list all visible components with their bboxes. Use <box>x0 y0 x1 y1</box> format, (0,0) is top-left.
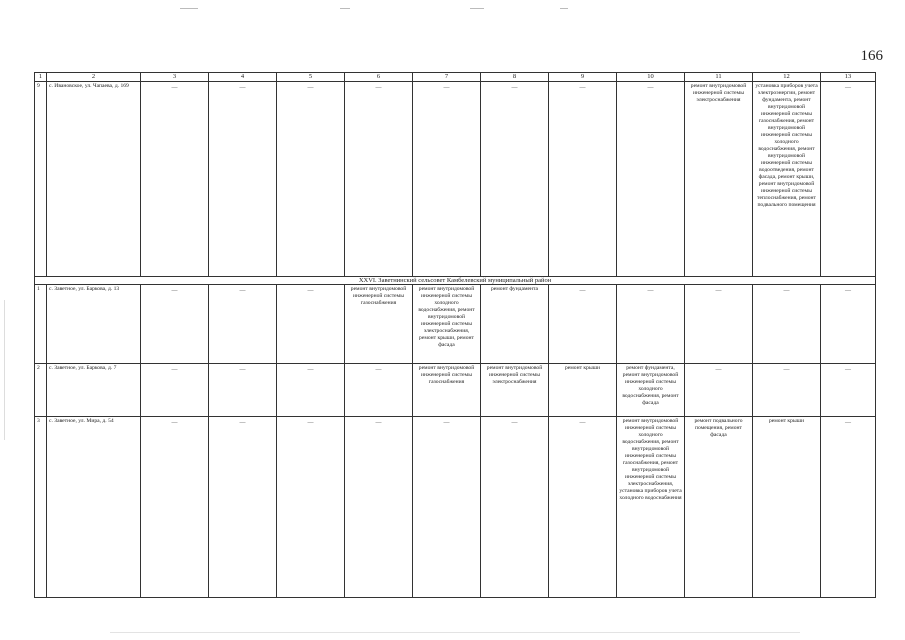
row-number: 9 <box>35 82 47 277</box>
work-cell: — <box>209 82 277 277</box>
work-cell: ремонт внутридомовой инженерной системы холодного водоснабжения, ремонт внутридомовой инженерной системы газоснабжения, ремонт внутридомовой инженерной системы электроснабжения, установка приборов учета холодного водоснабжения <box>617 417 685 598</box>
work-cell: — <box>209 364 277 417</box>
work-cell: — <box>685 364 753 417</box>
work-cell: — <box>549 82 617 277</box>
table-row <box>35 417 876 598</box>
column-number: 10 <box>617 73 685 82</box>
column-number: 2 <box>47 73 141 82</box>
column-number: 11 <box>685 73 753 82</box>
work-cell: — <box>345 364 413 417</box>
work-cell: — <box>685 285 753 364</box>
work-cell: — <box>345 417 413 598</box>
column-number: 6 <box>345 73 413 82</box>
section-title: XXVI. Заветнинский сельсовет Камбелевский муниципальный район <box>35 277 876 285</box>
work-cell: — <box>413 417 481 598</box>
column-number: 5 <box>277 73 345 82</box>
work-cell: — <box>753 364 821 417</box>
row-number: 2 <box>35 364 47 417</box>
work-cell: — <box>141 417 209 598</box>
work-cell: ремонт внутридомовой инженерной системы холодного водоснабжения, ремонт внутридомовой инженерной системы электроснабжения, ремонт крыши, ремонт фасада <box>413 285 481 364</box>
address-cell: с. Заветное, ул. Мира, д. 54 <box>47 417 141 598</box>
work-cell: — <box>141 364 209 417</box>
table-row <box>35 364 876 417</box>
work-cell: — <box>209 417 277 598</box>
column-number: 13 <box>821 73 876 82</box>
work-cell: — <box>277 417 345 598</box>
table-row <box>35 285 876 364</box>
table-row <box>35 82 876 277</box>
work-cell: ремонт внутридомовой инженерной системы электроснабжения <box>481 364 549 417</box>
section-header-row <box>35 277 876 285</box>
column-number: 7 <box>413 73 481 82</box>
work-cell: — <box>617 285 685 364</box>
column-number: 8 <box>481 73 549 82</box>
work-cell: — <box>413 82 481 277</box>
work-cell: — <box>209 285 277 364</box>
column-number-row <box>35 73 876 82</box>
column-number: 9 <box>549 73 617 82</box>
work-cell: — <box>481 417 549 598</box>
scan-edge <box>4 300 5 440</box>
work-cell: — <box>617 82 685 277</box>
column-number: 4 <box>209 73 277 82</box>
work-cell: — <box>821 285 876 364</box>
address-cell: с. Заветное, ул. Баркова, д. 13 <box>47 285 141 364</box>
work-cell: — <box>277 364 345 417</box>
work-cell: — <box>821 364 876 417</box>
work-cell: — <box>141 82 209 277</box>
column-number: 1 <box>35 73 47 82</box>
work-cell: — <box>481 82 549 277</box>
row-number: 3 <box>35 417 47 598</box>
address-cell: с. Заветное, ул. Баркова, д. 7 <box>47 364 141 417</box>
work-cell: ремонт крыши <box>753 417 821 598</box>
work-cell: — <box>345 82 413 277</box>
work-cell: — <box>821 82 876 277</box>
work-cell: — <box>821 417 876 598</box>
repair-table <box>34 72 876 598</box>
work-cell: ремонт крыши <box>549 364 617 417</box>
work-cell: — <box>549 285 617 364</box>
work-cell: ремонт внутридомовой инженерной системы газоснабжения <box>413 364 481 417</box>
address-cell: с. Ивановское, ул. Чапаева, д. 169 <box>47 82 141 277</box>
work-cell: ремонт подвального помещения, ремонт фасада <box>685 417 753 598</box>
work-cell: — <box>753 285 821 364</box>
work-cell: ремонт фундамента, ремонт внутридомовой инженерной системы холодного водоснабжения, ремонт фасада <box>617 364 685 417</box>
work-cell: ремонт внутридомовой инженерной системы электроснабжения <box>685 82 753 277</box>
work-cell: — <box>277 82 345 277</box>
work-cell: — <box>277 285 345 364</box>
work-cell: — <box>141 285 209 364</box>
row-number: 1 <box>35 285 47 364</box>
work-cell: установка приборов учета электроэнергии, ремонт фундамента, ремонт внутридомовой инженерной системы газоснабжения, ремонт внутридомовой инженерной системы холодного водоснабжения, ремонт внутридомовой инженерной системы водоотведения, ремонт фасада, ремонт крыши, ремонт внутридомовой инженерной системы теплоснабжения, ремонт подвального помещения <box>753 82 821 277</box>
column-number: 12 <box>753 73 821 82</box>
work-cell: — <box>549 417 617 598</box>
page-number: 166 <box>860 48 883 64</box>
work-cell: ремонт внутридомовой инженерной системы газоснабжения <box>345 285 413 364</box>
column-number: 3 <box>141 73 209 82</box>
work-cell: ремонт фундамента <box>481 285 549 364</box>
